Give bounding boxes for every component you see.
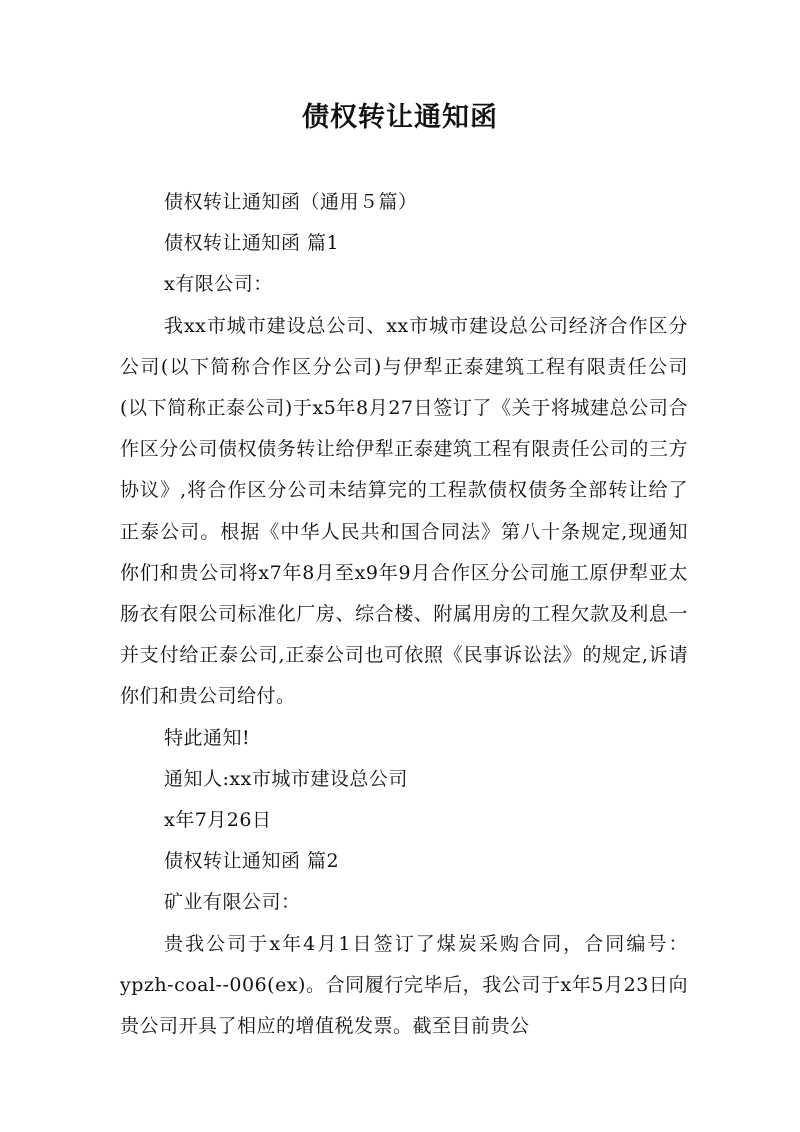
section-heading-1: 债权转让通知函 篇1 xyxy=(164,232,340,255)
paragraph-heading: 债权转让通知函（通用５篇） xyxy=(164,191,418,213)
salutation-1: x有限公司： xyxy=(164,273,273,296)
section-heading-2: 债权转让通知函 篇2 xyxy=(164,850,340,873)
notifier: 通知人:xx市城市建设总公司 xyxy=(164,767,408,790)
closing-notice: 特此通知! xyxy=(164,726,251,749)
salutation-2: 矿业有限公司： xyxy=(164,891,301,914)
document-title: 债权转让通知函 xyxy=(302,102,498,133)
document-body xyxy=(120,182,688,1047)
date-1: x年7月26日 xyxy=(164,809,272,832)
body-paragraph-1: 我xx市城市建设总公司、xx市城市建设总公司经济合作区分公司(以下简称合作区分公司)与伊犁正泰建筑工程有限责任公司(以下简称正泰公司)于x5年8月27日签订了《关于将城建总公司合作区分公司债权债务转让给伊犁正泰建筑工程有限责任公司的三方协议》,将合作区分公司未结算完的工程款债权债务全部转让给了正泰公司。根据《中华人民共和国合同法》第八十条规定,现通知你们和贵公司将x7年8月至x9年9月合作区分公司施工原伊犁亚太肠衣有限公司标准化厂房、综合楼、附属用房的工程欠款及利息一并支付给正泰公司,正泰公司也可依照《民事诉讼法》的规定,诉请你们和贵公司给付。 xyxy=(120,314,688,708)
body-paragraph-2: 贵我公司于x年4月1日签订了煤炭采购合同，合同编号：ypzh-coal--006(ex)。合同履行完毕后，我公司于x年5月23日向贵公司开具了相应的增值税发票。截至目前贵公 xyxy=(120,932,688,1038)
